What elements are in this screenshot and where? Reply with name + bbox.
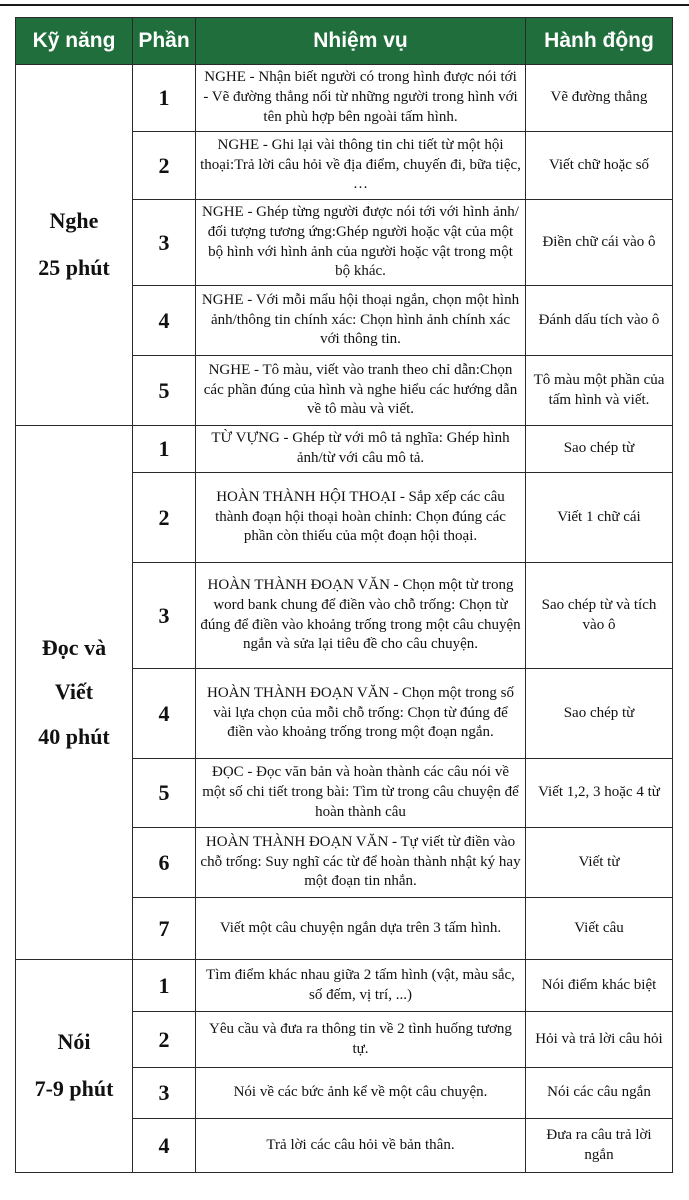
task-description: HOÀN THÀNH HỘI THOẠI - Sắp xếp các câu thành đoạn hội thoại hoàn chỉnh: Chọn đúng các phần còn thiếu của một đoạn hội thoại. xyxy=(196,473,526,563)
header-row xyxy=(16,18,673,65)
action-description: Nói các câu ngắn xyxy=(526,1068,673,1119)
skill-cell-speaking xyxy=(16,960,133,1173)
part-number: 6 xyxy=(133,828,196,898)
action-description: Viết chữ hoặc số xyxy=(526,132,673,200)
table-row xyxy=(16,426,673,473)
task-description: NGHE - Với mỗi mẩu hội thoại ngắn, chọn một hình ảnh/thông tin chính xác: Chọn hình ảnh chính xác với thông tin. xyxy=(196,286,526,356)
part-number: 1 xyxy=(133,426,196,473)
header-task: Nhiệm vụ xyxy=(196,18,526,65)
skill-name: Nghe xyxy=(49,208,99,234)
task-description: HOÀN THÀNH ĐOẠN VĂN - Chọn một từ trong word bank chung để điền vào chỗ trống: Chọn từ đúng để điền vào khoảng trống trong một câu chuyện ngắn và sửa lại tiêu đề cho câu chuyện. xyxy=(196,563,526,669)
header-action: Hành động xyxy=(526,18,673,65)
part-number: 4 xyxy=(133,669,196,759)
part-number: 7 xyxy=(133,898,196,960)
action-description: Đưa ra câu trả lời ngắn xyxy=(526,1119,673,1173)
part-number: 3 xyxy=(133,1068,196,1119)
part-number: 2 xyxy=(133,1012,196,1068)
task-description: HOÀN THÀNH ĐOẠN VĂN - Chọn một trong số vài lựa chọn của mỗi chỗ trống: Chọn từ đúng để điền vào khoảng trống trong một đoạn ngắn. xyxy=(196,669,526,759)
action-description: Sao chép từ xyxy=(526,426,673,473)
task-description: NGHE - Ghi lại vài thông tin chi tiết từ một hội thoại:Trả lời câu hỏi về địa điểm, chuyến đi, bữa tiệc, … xyxy=(196,132,526,200)
action-description: Sao chép từ và tích vào ô xyxy=(526,563,673,669)
part-number: 1 xyxy=(133,65,196,132)
action-description: Nói điểm khác biệt xyxy=(526,960,673,1012)
action-description: Viết 1,2, 3 hoặc 4 từ xyxy=(526,759,673,828)
action-description: Tô màu một phần của tấm hình và viết. xyxy=(526,356,673,426)
action-description: Đánh dấu tích vào ô xyxy=(526,286,673,356)
task-description: Trả lời các câu hỏi về bản thân. xyxy=(196,1119,526,1173)
skill-duration: 40 phút xyxy=(38,723,110,749)
skill-name: Nói xyxy=(57,1029,91,1055)
task-description: ĐỌC - Đọc văn bản và hoàn thành các câu nói về một số chi tiết trong bài: Tìm từ trong câu chuyện để hoàn thành câu xyxy=(196,759,526,828)
skill-duration: 25 phút xyxy=(38,255,110,280)
skill-name-line1: Đọc và xyxy=(41,634,107,660)
action-description: Viết từ xyxy=(526,828,673,898)
task-description: Tìm điểm khác nhau giữa 2 tấm hình (vật, màu sắc, số đếm, vị trí, ...) xyxy=(196,960,526,1012)
skill-duration: 7-9 phút xyxy=(34,1076,114,1101)
action-description: Sao chép từ xyxy=(526,669,673,759)
part-number: 3 xyxy=(133,200,196,286)
task-description: Yêu cầu và đưa ra thông tin về 2 tình huống tương tự. xyxy=(196,1012,526,1068)
part-number: 4 xyxy=(133,1119,196,1173)
task-description: HOÀN THÀNH ĐOẠN VĂN - Tự viết từ điền vào chỗ trống: Suy nghĩ các từ để hoàn thành nhật ký hay một đoạn tin nhắn. xyxy=(196,828,526,898)
part-number: 2 xyxy=(133,473,196,563)
task-description: NGHE - Tô màu, viết vào tranh theo chỉ dẫn:Chọn các phần đúng của hình và nghe hiểu các hướng dẫn về tô màu và viết. xyxy=(196,356,526,426)
part-number: 3 xyxy=(133,563,196,669)
skill-cell-listening xyxy=(16,65,133,426)
action-description: Hỏi và trả lời câu hỏi xyxy=(526,1012,673,1068)
header-part: Phần xyxy=(133,18,196,65)
task-description: Nói về các bức ảnh kể về một câu chuyện. xyxy=(196,1068,526,1119)
action-description: Viết câu xyxy=(526,898,673,960)
action-description: Viết 1 chữ cái xyxy=(526,473,673,563)
top-border-line xyxy=(0,4,689,6)
task-description: NGHE - Ghép từng người được nói tới với hình ảnh/đối tượng tương ứng:Ghép người hoặc vật của một bộ hình với hình ảnh của người hoặc vật trong một bộ khác. xyxy=(196,200,526,286)
task-description: Viết một câu chuyện ngắn dựa trên 3 tấm hình. xyxy=(196,898,526,960)
part-number: 4 xyxy=(133,286,196,356)
skill-cell-reading-writing xyxy=(16,426,133,960)
part-number: 2 xyxy=(133,132,196,200)
table-row xyxy=(16,960,673,1012)
task-description: TỪ VỰNG - Ghép từ với mô tả nghĩa: Ghép hình ảnh/từ với câu mô tả. xyxy=(196,426,526,473)
table-row xyxy=(16,65,673,132)
skill-name-line2: Viết xyxy=(54,679,94,705)
part-number: 1 xyxy=(133,960,196,1012)
header-skill: Kỹ năng xyxy=(16,18,133,65)
action-description: Vẽ đường thẳng xyxy=(526,65,673,132)
part-number: 5 xyxy=(133,759,196,828)
task-description: NGHE - Nhận biết người có trong hình được nói tới - Vẽ đường thẳng nối từ những người trong hình với tên phù hợp bên ngoài tấm hình. xyxy=(196,65,526,132)
action-description: Điền chữ cái vào ô xyxy=(526,200,673,286)
exam-structure-table xyxy=(15,17,673,1173)
part-number: 5 xyxy=(133,356,196,426)
